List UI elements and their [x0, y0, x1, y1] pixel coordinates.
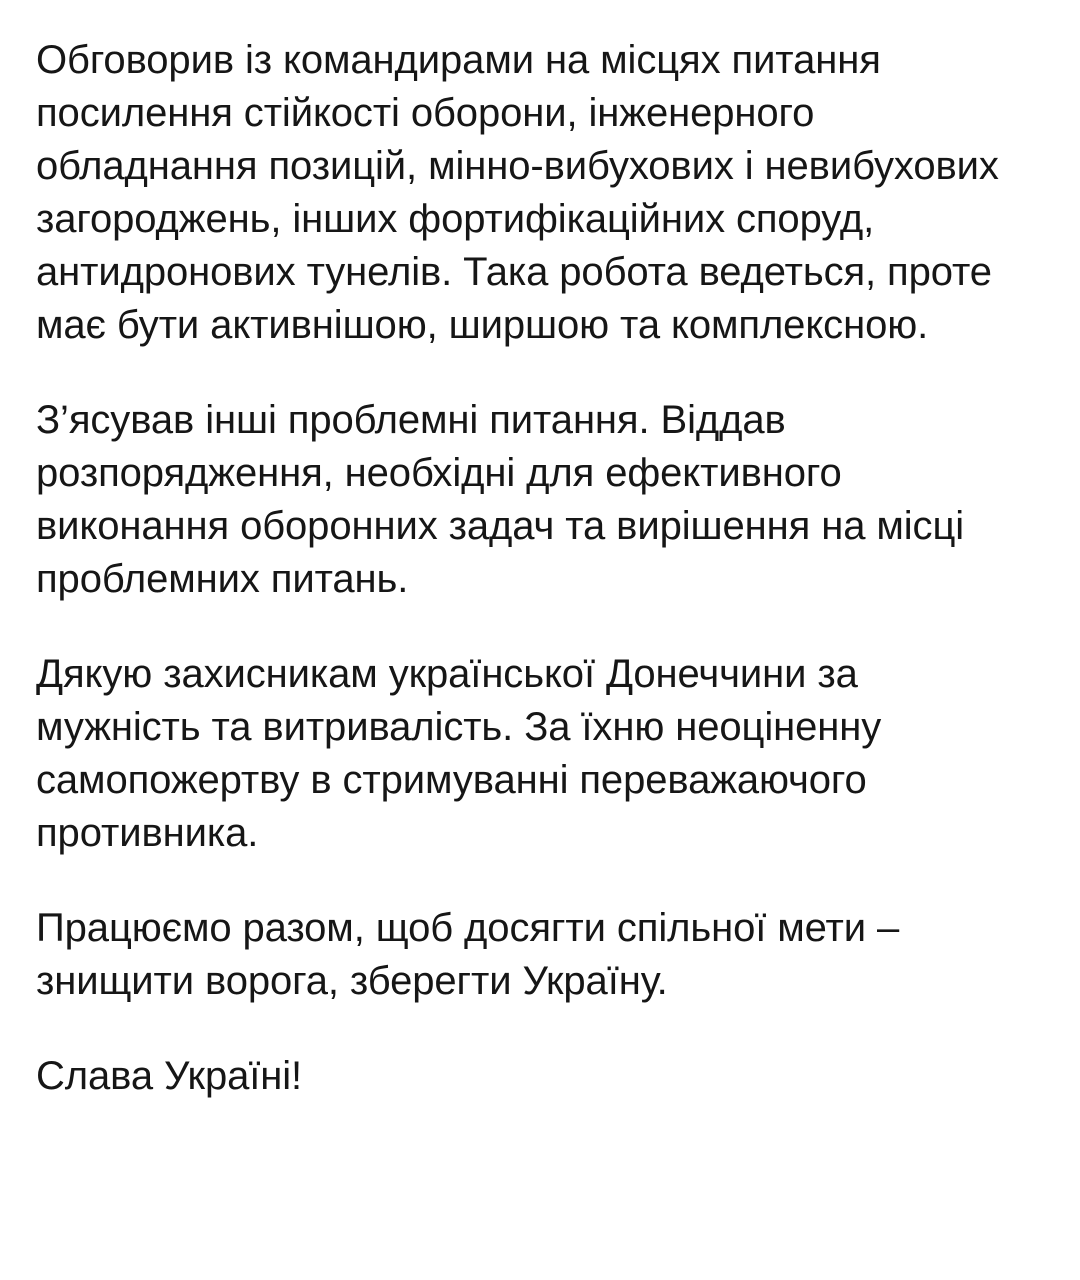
- paragraph-4: Працюємо разом, щоб досягти спільної мети – знищити ворога, зберегти Україну.: [36, 906, 911, 1003]
- paragraph-2: З’ясував інші проблемні питання. Віддав розпорядження, необхідні для ефективного виконання оборонних задач та вирішення на місці проблемних питань.: [36, 398, 976, 601]
- post-text-body: [36, 34, 1028, 1103]
- paragraph-3: Дякую захисникам української Донеччини за мужність та витривалість. За їхню неоціненну самопожертву в стримуванні переважаючого противника.: [36, 652, 893, 855]
- paragraph-1: Обговорив із командирами на місцях питання посилення стійкості оборони, інженерного обладнання позицій, мінно-вибухових і невибухових загороджень, інших фортифікаційних споруд, антидронових тунелів. Така робота ведеться, проте має бути активнішою, ширшою та комплексною.: [36, 38, 1010, 347]
- paragraph-5: Слава Україні!: [36, 1054, 303, 1098]
